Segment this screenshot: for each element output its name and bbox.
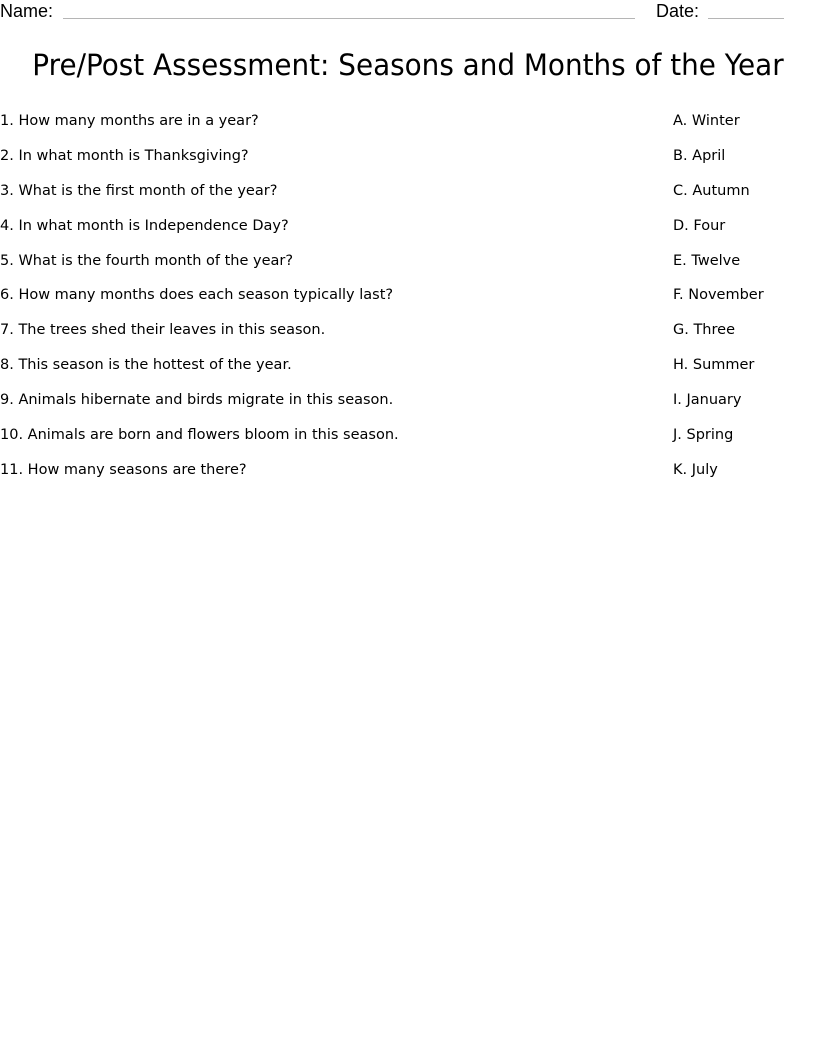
answer-choice: I. January [673, 392, 742, 409]
question-item: 4. In what month is Independence Day? [0, 217, 289, 234]
answer-choice: K. July [673, 461, 718, 478]
answer-choice-list [673, 111, 813, 495]
question-item: 8. This season is the hottest of the year. [0, 357, 292, 374]
question-list [0, 111, 620, 495]
answer-choice: A. Winter [673, 113, 740, 129]
answer-choice: H. Summer [673, 357, 755, 374]
question-item: 5. What is the fourth month of the year? [0, 252, 294, 269]
question-item: 11. How many seasons are there? [0, 461, 247, 478]
answer-choice: J. Spring [673, 427, 734, 444]
answer-choice: E. Twelve [673, 252, 741, 269]
name-label: Name: [0, 1, 54, 21]
answer-choice: D. Four [673, 217, 726, 234]
question-item: 10. Animals are born and flowers bloom in this season. [0, 427, 399, 444]
answer-choice: C. Autumn [673, 182, 750, 199]
question-item: 6. How many months does each season typically last? [0, 287, 394, 304]
date-label: Date: [656, 1, 700, 21]
question-item: 1. How many months are in a year? [0, 113, 259, 129]
answer-choice: B. April [673, 147, 726, 164]
worksheet-header [0, 0, 816, 24]
question-item: 9. Animals hibernate and birds migrate in this season. [0, 392, 394, 409]
question-item: 3. What is the first month of the year? [0, 182, 278, 199]
date-field-line[interactable] [708, 18, 784, 19]
answer-choice: G. Three [673, 322, 735, 339]
question-item: 7. The trees shed their leaves in this season. [0, 322, 326, 339]
question-item: 2. In what month is Thanksgiving? [0, 147, 249, 164]
answer-choice: F. November [673, 287, 764, 304]
name-field-line[interactable] [63, 18, 635, 19]
worksheet-title: Pre/Post Assessment: Seasons and Months of the Year [32, 48, 784, 82]
